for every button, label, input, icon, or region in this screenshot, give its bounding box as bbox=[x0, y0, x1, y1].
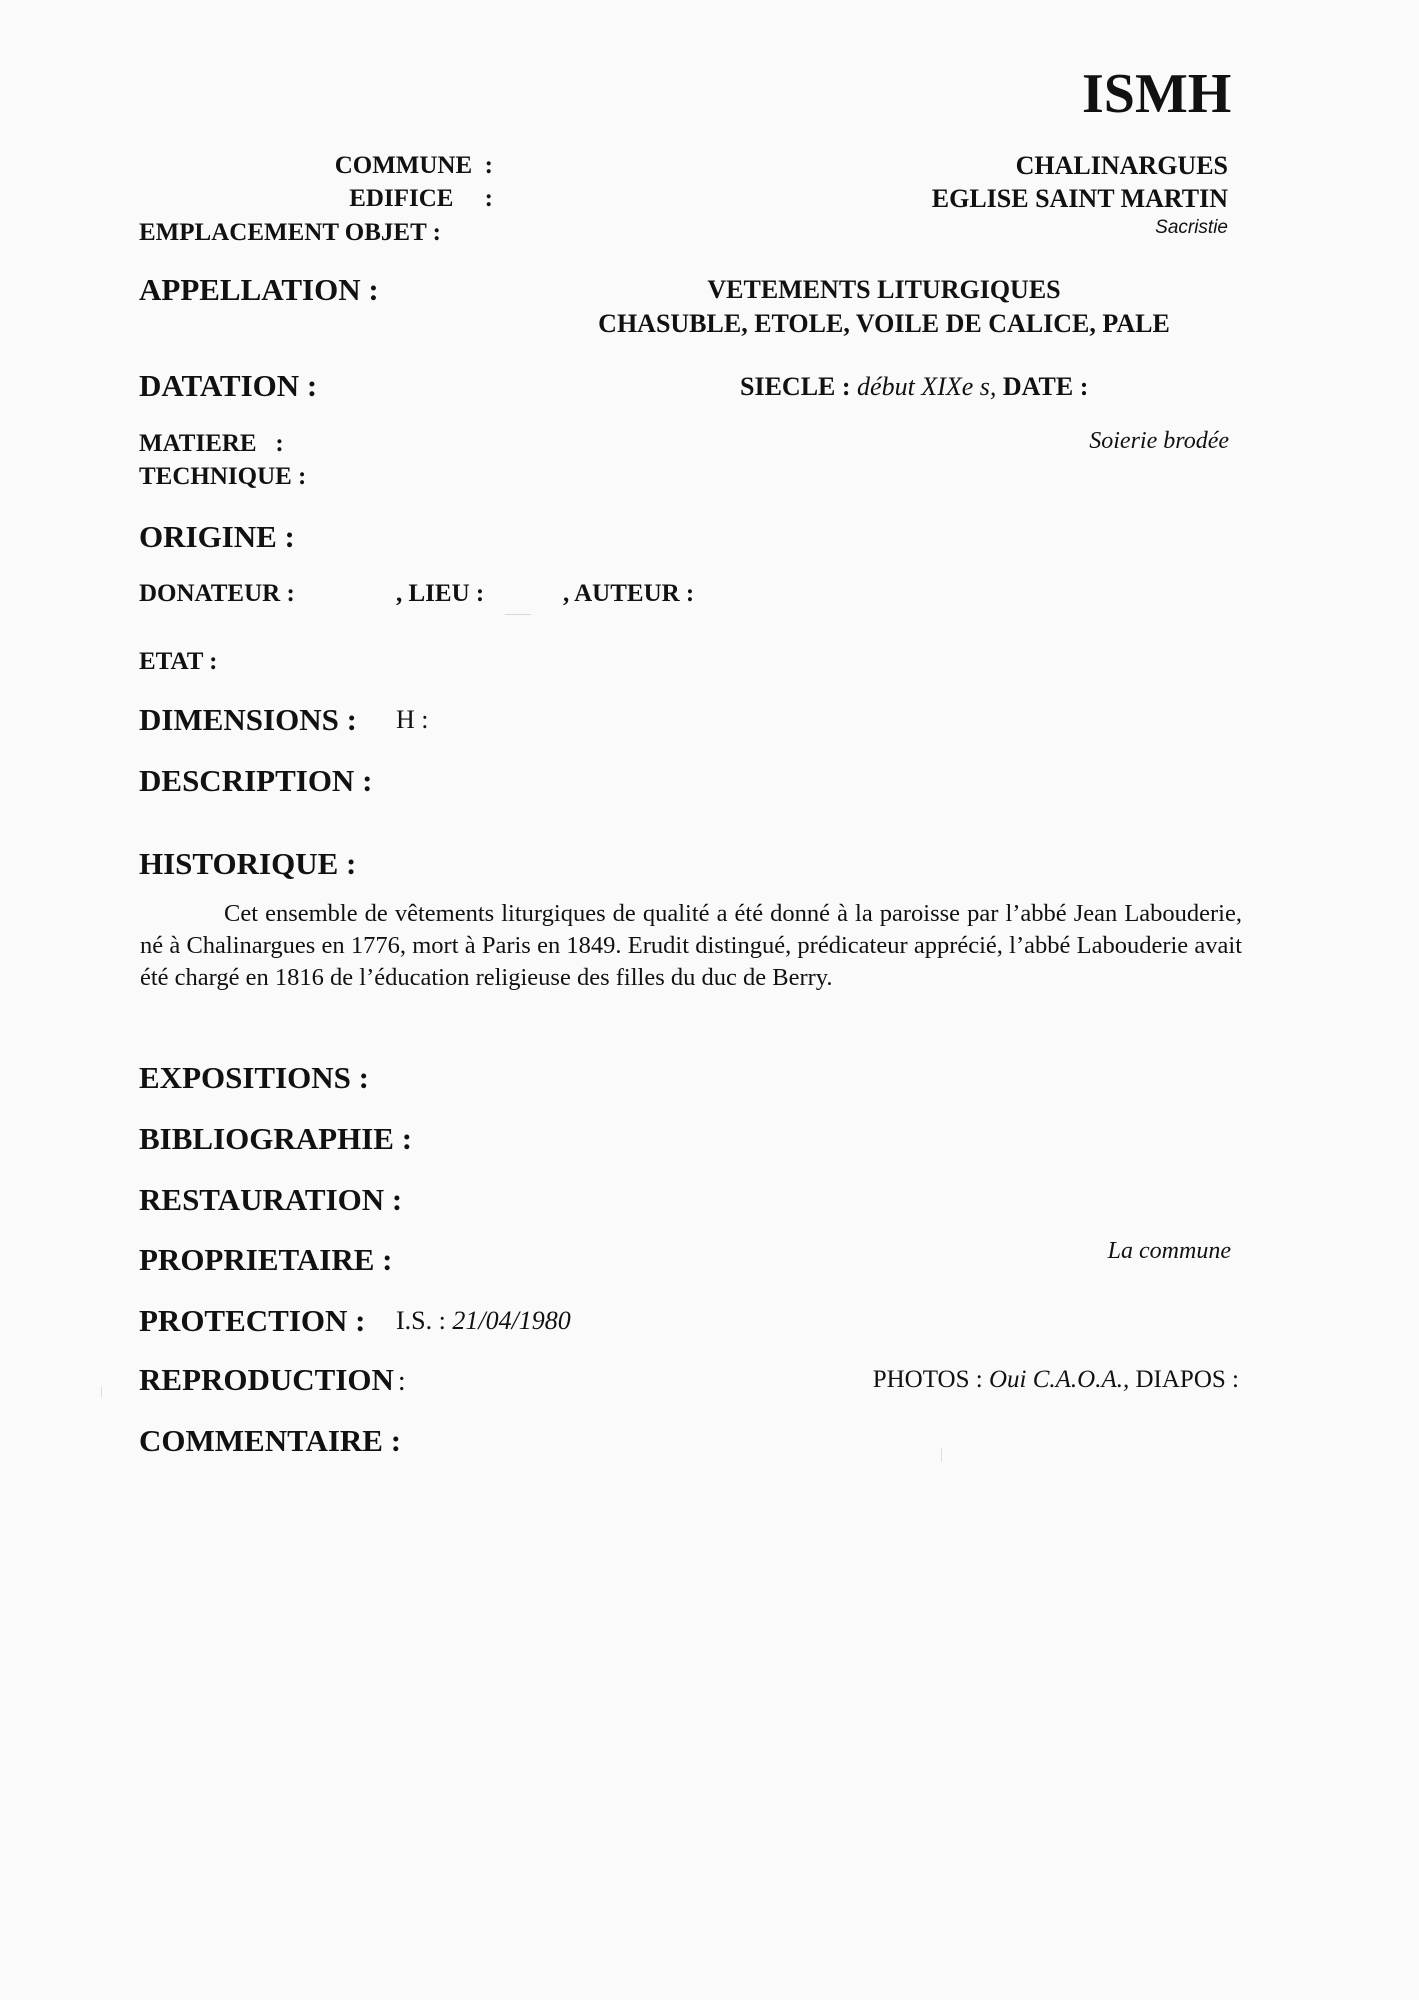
photos-label: PHOTOS : bbox=[872, 1366, 983, 1393]
technique-label: TECHNIQUE : bbox=[139, 463, 307, 490]
lieu-label: , LIEU : bbox=[396, 580, 485, 607]
siecle-value: début XIXe s, bbox=[857, 372, 997, 401]
restauration-label: RESTAURATION : bbox=[139, 1182, 403, 1217]
appellation-label: APPELLATION : bbox=[139, 272, 379, 307]
siecle-label: SIECLE : bbox=[740, 372, 851, 401]
scan-speck bbox=[101, 1387, 102, 1397]
edifice-label: EDIFICE : bbox=[349, 185, 493, 212]
description-label: DESCRIPTION : bbox=[139, 763, 373, 798]
datation-siecle bbox=[740, 372, 1088, 402]
emplacement-label: EMPLACEMENT OBJET : bbox=[139, 219, 441, 246]
matiere-value: Soierie brodée bbox=[1089, 428, 1229, 454]
proprietaire-label: PROPRIETAIRE : bbox=[139, 1242, 393, 1277]
scan-speck bbox=[941, 1448, 942, 1462]
diapos-label: DIAPOS : bbox=[1135, 1366, 1239, 1393]
reproduction-row bbox=[139, 1362, 406, 1398]
bibliographie-label: BIBLIOGRAPHIE : bbox=[139, 1121, 413, 1156]
matiere-label: MATIERE : bbox=[139, 430, 284, 457]
photos-value: Oui C.A.O.A., bbox=[988, 1366, 1130, 1393]
edifice-value: EGLISE SAINT MARTIN bbox=[931, 184, 1228, 213]
proprietaire-value: La commune bbox=[1107, 1238, 1231, 1264]
datation-label: DATATION : bbox=[139, 368, 318, 403]
dimensions-h: H : bbox=[396, 705, 429, 734]
reproduction-label: REPRODUCTION bbox=[139, 1362, 394, 1397]
scan-speck bbox=[505, 614, 531, 615]
etat-label: ETAT : bbox=[139, 648, 218, 675]
date-label: DATE : bbox=[1002, 372, 1089, 401]
emplacement-value: Sacristie bbox=[1155, 217, 1228, 238]
historique-text: Cet ensemble de vêtements liturgiques de qualité a été donné à la paroisse par l’abbé Jean Labouderie, né à Chalinargues en 1776, mort à Paris en 1849. Erudit distingué, prédicateur apprécié, l’abbé Labouderie avait été chargé en 1816 de l’éducation religieuse des filles du duc de Berry. bbox=[140, 900, 1242, 991]
auteur-label: , AUTEUR : bbox=[563, 580, 695, 607]
commentaire-label: COMMENTAIRE : bbox=[139, 1423, 402, 1458]
reproduction-photos bbox=[873, 1366, 1239, 1394]
origine-label: ORIGINE : bbox=[139, 519, 295, 554]
protection-is bbox=[396, 1306, 571, 1336]
appellation-line2: CHASUBLE, ETOLE, VOILE DE CALICE, PALE bbox=[598, 309, 1170, 338]
appellation-line1: VETEMENTS LITURGIQUES bbox=[707, 275, 1061, 304]
dimensions-label: DIMENSIONS : bbox=[139, 702, 357, 737]
is-label: I.S. : bbox=[396, 1306, 446, 1335]
document-title: ISMH bbox=[1082, 63, 1232, 125]
protection-label: PROTECTION : bbox=[139, 1303, 366, 1338]
expositions-label: EXPOSITIONS : bbox=[139, 1060, 369, 1095]
commune-value: CHALINARGUES bbox=[1015, 151, 1228, 180]
reproduction-colon: : bbox=[397, 1366, 406, 1397]
is-date: 21/04/1980 bbox=[452, 1306, 571, 1335]
historique-label: HISTORIQUE : bbox=[139, 846, 357, 881]
donateur-label: DONATEUR : bbox=[139, 580, 295, 607]
commune-label: COMMUNE : bbox=[334, 152, 493, 179]
